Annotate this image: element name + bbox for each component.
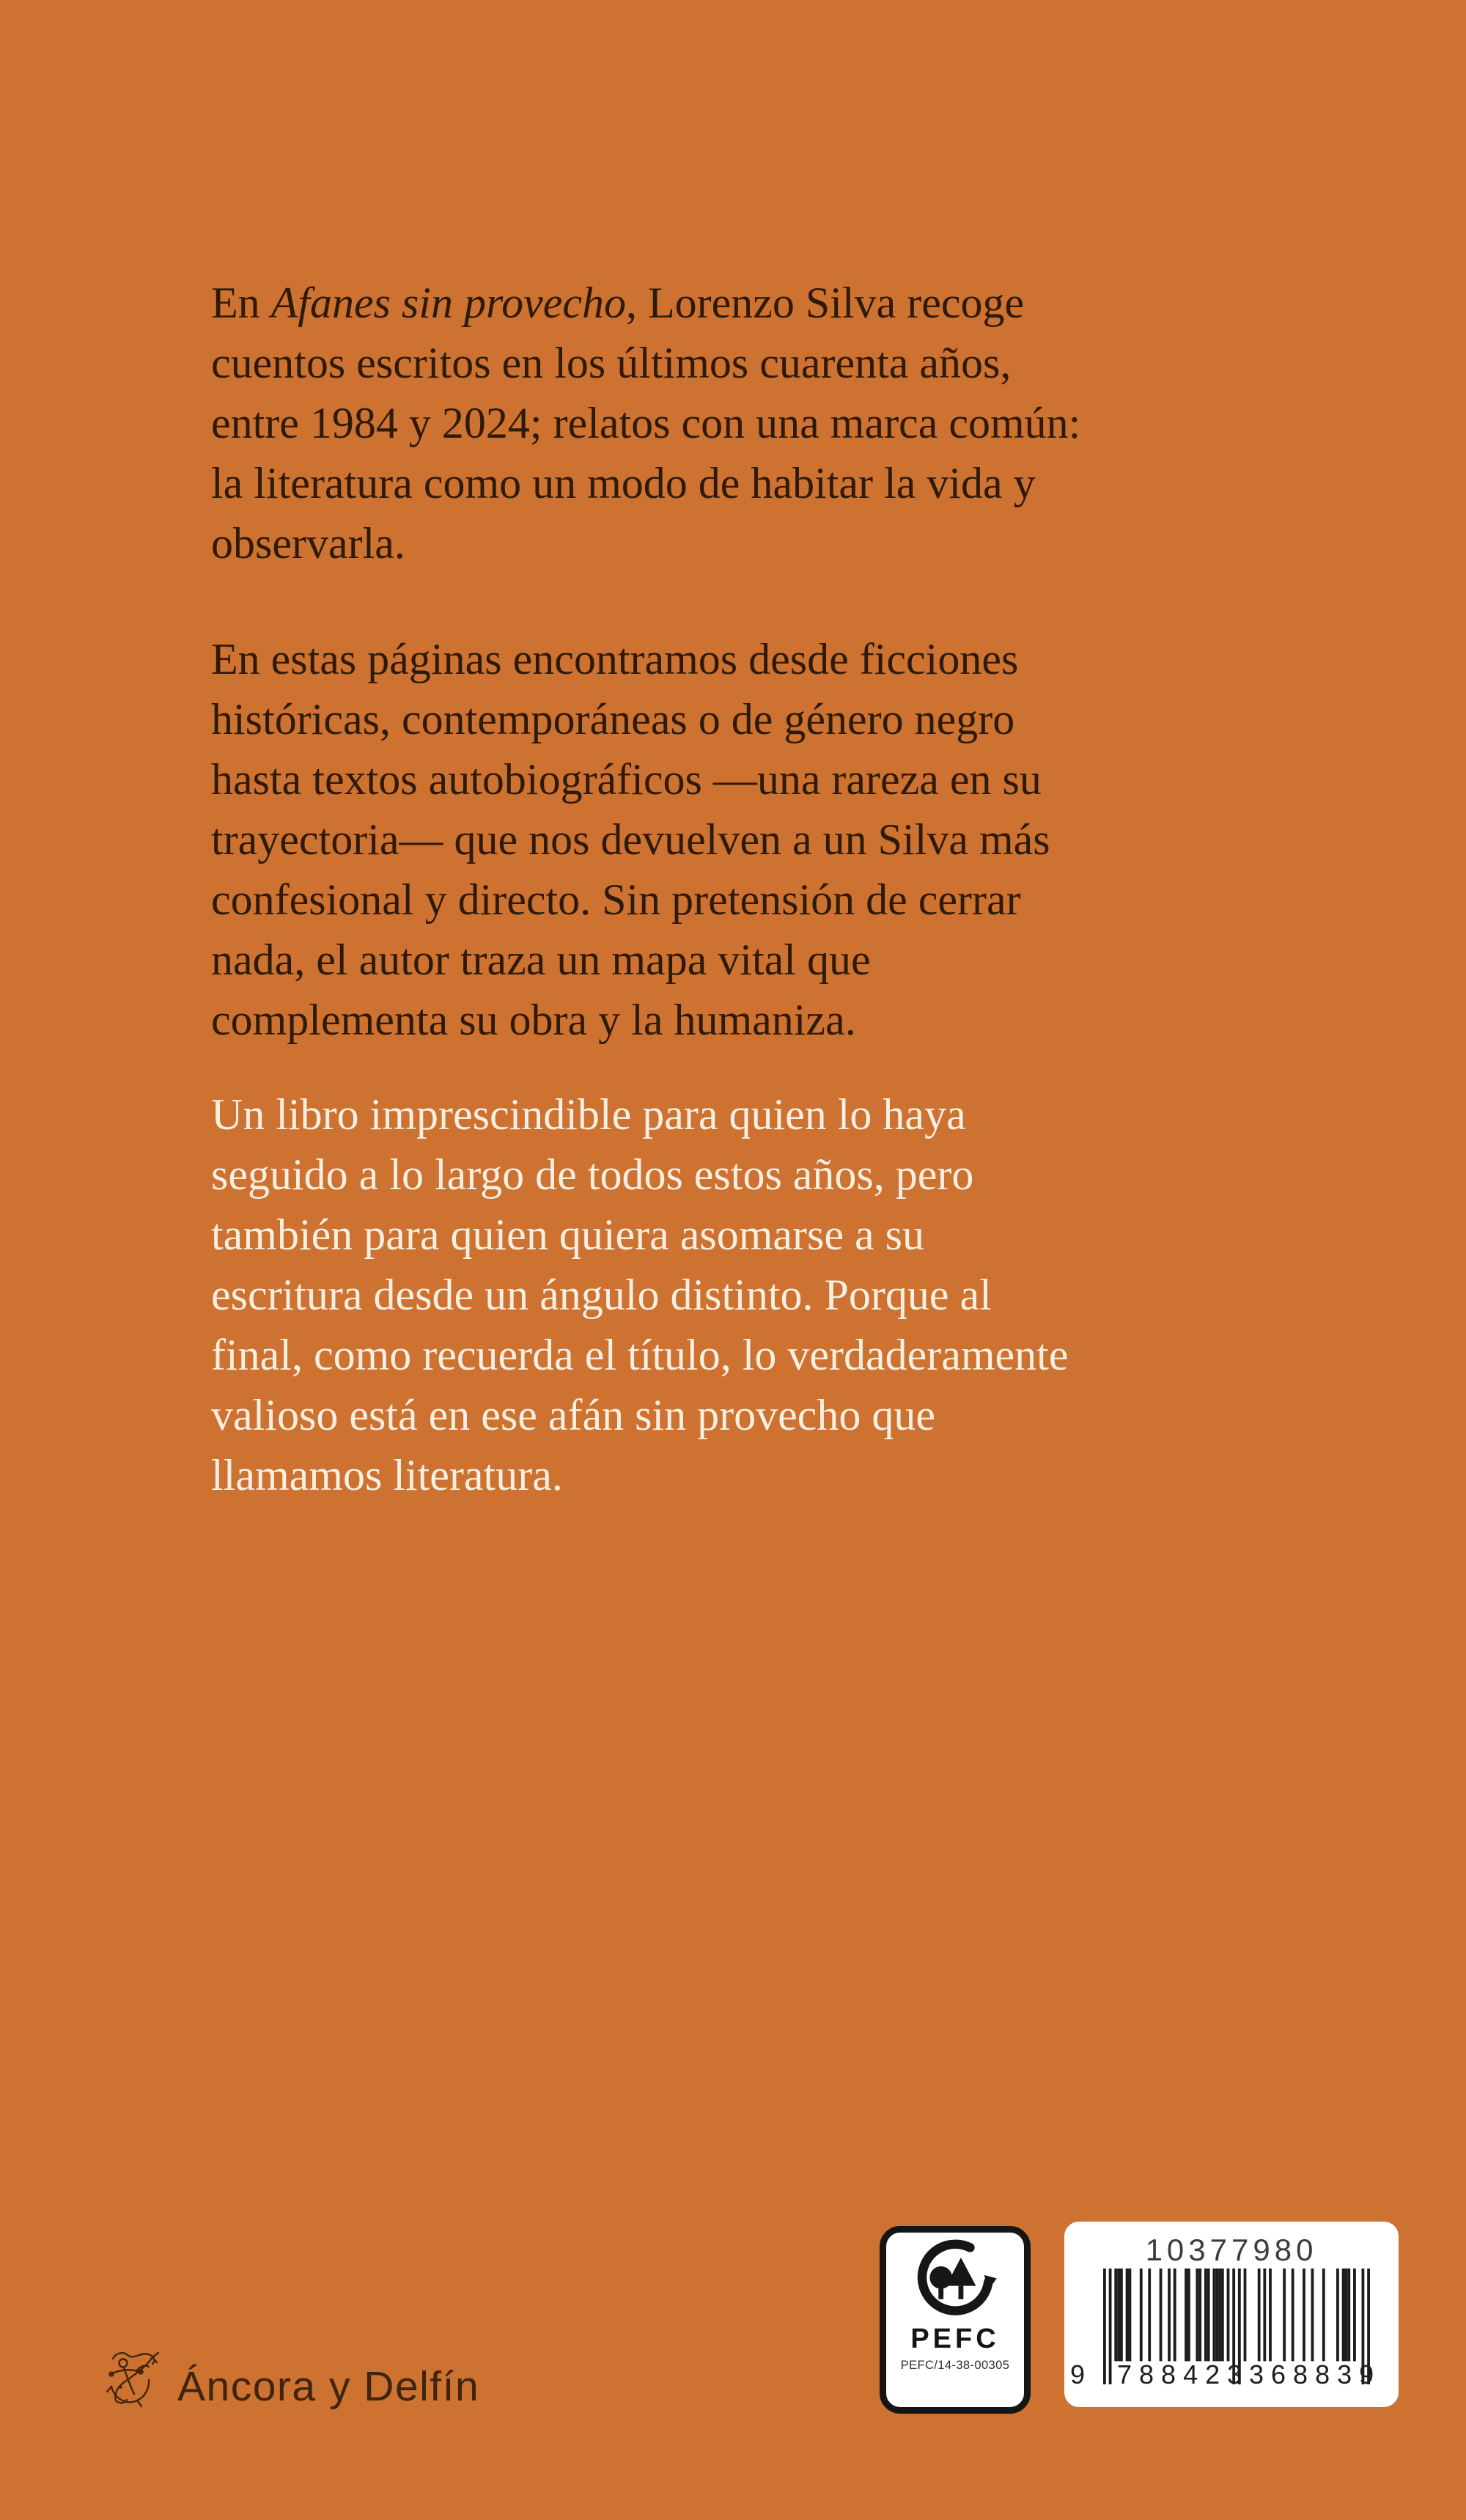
isbn-barcode-label: [1064, 2222, 1399, 2407]
barcode-bar: [1353, 2269, 1356, 2361]
barcode-bar: [1221, 2269, 1224, 2361]
isbn-digits-right: 368839: [1249, 2359, 1382, 2389]
barcode-bar: [1128, 2269, 1131, 2361]
barcode-bar: [1174, 2269, 1176, 2361]
barcode-bar: [1347, 2269, 1350, 2361]
blurb-line: la literatura como un modo de habitar la vida y: [211, 459, 1036, 507]
blurb-line: final, como recuerda el título, lo verdaderamente: [211, 1331, 1069, 1379]
anchor-dolphin-emblem-icon: [104, 2346, 166, 2415]
pefc-certificate-number: PEFC/14-38-00305: [900, 2359, 1010, 2372]
blurb-paragraph-2: [211, 629, 1311, 1050]
blurb-line: valioso está en ese afán sin provecho que: [211, 1391, 935, 1439]
blurb-text: , Lorenzo Silva recoge: [626, 279, 1025, 327]
book-title-italic: Afanes sin provecho: [270, 279, 626, 327]
barcode-bar: [1258, 2269, 1261, 2361]
blurb-line: observarla.: [211, 519, 405, 567]
barcode-bar: [1345, 2269, 1348, 2361]
blurb-line: entre 1984 y 2024; relatos con una marca común:: [211, 399, 1081, 447]
barcode-bar: [1342, 2269, 1345, 2361]
blurb-line: complementa su obra y la humaniza.: [211, 996, 856, 1044]
blurb-paragraph-1: [211, 273, 1311, 573]
blurb-line: Un libro imprescindible para quien lo haya: [211, 1090, 966, 1139]
pefc-logo-icon: [911, 2238, 999, 2325]
barcode-bar: [1148, 2269, 1151, 2361]
barcode-bar: [1283, 2269, 1286, 2361]
isbn-digits-left: 788423: [1117, 2359, 1250, 2389]
barcode-bar: [1140, 2269, 1143, 2361]
barcode-bar: [1103, 2269, 1106, 2384]
barcode-bar: [1196, 2269, 1198, 2361]
barcode-bar: [1218, 2269, 1221, 2361]
blurb-line: trayectoria— que nos devuelven a un Silva más: [211, 815, 1050, 864]
blurb-line: seguido a lo largo de todos estos años, pero: [211, 1150, 974, 1199]
pefc-wordmark: PEFC: [910, 2324, 1000, 2354]
barcode-bar: [1126, 2269, 1129, 2361]
blurb-line: confesional y directo. Sin pretensión de cerrar: [211, 875, 1021, 924]
barcode-bar: [1114, 2269, 1117, 2361]
barcode-bar: [1303, 2269, 1305, 2361]
barcode-bar: [1160, 2269, 1163, 2361]
isbn-digit-first: 9: [1070, 2359, 1086, 2389]
blurb-line: cuentos escritos en los últimos cuarenta años,: [211, 339, 1012, 387]
barcode-bar: [1244, 2269, 1247, 2361]
barcode-bar: [1168, 2269, 1171, 2361]
barcode-bar: [1109, 2269, 1112, 2384]
barcode-bar: [1120, 2269, 1123, 2361]
barcode-bar: [1204, 2269, 1207, 2361]
blurb-lines: [211, 1084, 1311, 1505]
blurb-line: hasta textos autobiográficos —una rareza en su: [211, 755, 1042, 804]
barcode-bar: [1311, 2269, 1314, 2361]
blurb-line: nada, el autor traza un mapa vital que: [211, 936, 871, 984]
barcode-bar: [1336, 2269, 1339, 2361]
imprint-name: Áncora y Delfín: [177, 2363, 480, 2410]
blurb-text: En: [211, 279, 271, 327]
barcode-bar: [1117, 2269, 1120, 2361]
barcode-bar: [1292, 2269, 1294, 2361]
blurb-lines: [211, 333, 1311, 573]
blurb-line: también para quien quiera asomarse a su: [211, 1211, 924, 1259]
barcode-sku-number: 10377980: [1145, 2233, 1318, 2267]
pefc-certification-badge: [880, 2226, 1031, 2414]
blurb-lines: [211, 629, 1311, 1050]
barcode-bar: [1227, 2269, 1230, 2361]
barcode-bar: [1215, 2269, 1218, 2361]
barcode-bar: [1185, 2269, 1187, 2361]
barcode-bar: [1322, 2269, 1325, 2361]
blurb-line: llamamos literatura.: [211, 1451, 563, 1499]
blurb-line: [211, 273, 1311, 333]
blurb-line: históricas, contemporáneas o de género negro: [211, 695, 1015, 743]
barcode-bar: [1269, 2269, 1272, 2361]
barcode-bar: [1212, 2269, 1215, 2361]
imprint-ancora-y-delfin: [104, 2346, 479, 2415]
barcode-bar: [1198, 2269, 1201, 2361]
blurb-line: escritura desde un ángulo distinto. Porque al: [211, 1271, 992, 1319]
barcode-bar: [1187, 2269, 1190, 2361]
barcode-bar: [1263, 2269, 1266, 2361]
blurb-line: En estas páginas encontramos desde ficciones: [211, 635, 1019, 683]
blurb-paragraph-3: [211, 1084, 1311, 1505]
barcode-bar: [1207, 2269, 1210, 2361]
